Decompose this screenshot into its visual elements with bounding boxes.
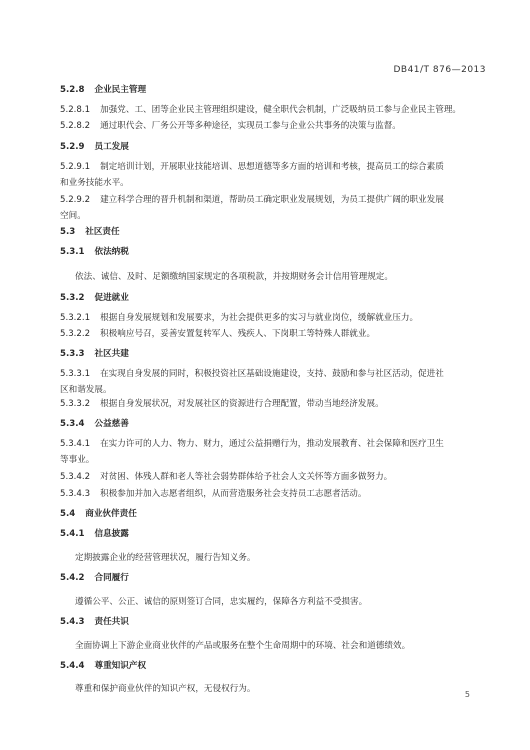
subsection-heading: 5.3.3 社区共建 [60, 349, 129, 359]
clause: 5.3.4.1 在实力许可的人力、物力、财力，通过公益捐赠行为，推动发展教育、社会保障和医疗卫生 [60, 439, 444, 449]
clause: 5.2.9.2 建立科学合理的晋升机制和渠道，帮助员工确定职业发展规划，为员工提供广阔的职业发展 [60, 195, 444, 205]
subsection-heading: 5.3.1 依法纳税 [60, 247, 129, 257]
clause: 5.3.3.1 在实现自身发展的同时，积极投资社区基础设施建设，支持、鼓励和参与社区活动，促进社 [60, 369, 444, 379]
clause: 5.3.4.3 积极参加并加入志愿者组织，从而营造服务社会支持员工志愿者活动。 [60, 489, 367, 499]
section-heading: 5.4 商业伙伴责任 [60, 509, 137, 519]
subsection-heading: 5.4.2 合同履行 [60, 573, 129, 583]
clause: 5.2.8.1 加强党、工、团等企业民主管理组织建设，健全职代会机制，广泛吸纳员工参与企业民主管理。 [60, 105, 462, 115]
clause-continuation: 空间。 [60, 211, 86, 221]
paragraph: 遵循公平、公正、诚信的原则签订合同，忠实履约，保障各方利益不受损害。 [75, 597, 368, 607]
clause: 5.3.2.2 积极响应号召，妥善安置复转军人、残疾人、下岗职工等特殊人群就业。 [60, 329, 376, 339]
clause: 5.3.4.2 对贫困、体残人群和老人等社会弱势群体给予社会人文关怀等方面多做努力。 [60, 472, 393, 482]
document-code: DB41/T 876—2013 [393, 65, 486, 75]
section-heading: 5.2.9 员工发展 [60, 142, 129, 152]
clause: 5.2.8.2 通过职代会、厂务公开等多种途径，实现员工参与企业公共事务的决策与监督。 [60, 121, 401, 131]
clause-continuation: 等事业。 [60, 455, 95, 465]
subsection-heading: 5.4.1 信息披露 [60, 529, 129, 539]
section-heading: 5.3 社区责任 [60, 227, 120, 237]
clause: 5.3.3.2 根据自身发展状况，对发展社区的资源进行合理配置，带动当地经济发展。 [60, 399, 384, 409]
paragraph: 依法、诚信、及时、足额缴纳国家规定的各项税款，并按期财务会计信用管理规定。 [75, 272, 393, 282]
clause-continuation: 和业务技能水平。 [60, 178, 129, 188]
clause: 5.2.9.1 制定培训计划，开展职业技能培训、思想道德等多方面的培训和考核，提高员工的综合素质 [60, 162, 444, 172]
paragraph: 尊重和保护商业伙伴的知识产权，无侵权行为。 [75, 684, 256, 694]
subsection-heading: 5.4.4 尊重知识产权 [60, 661, 147, 671]
subsection-heading: 5.3.4 公益慈善 [60, 419, 129, 429]
clause: 5.3.2.1 根据自身发展规划和发展要求，为社会提供更多的实习与就业岗位，缓解就业压力。 [60, 313, 419, 323]
page-number: 5 [464, 690, 470, 699]
paragraph: 全面协调上下游企业商业伙伴的产品或服务在整个生命周期中的环境、社会和道德绩效。 [75, 641, 411, 651]
section-heading: 5.2.8 企业民主管理 [60, 85, 147, 95]
subsection-heading: 5.3.2 促进就业 [60, 293, 129, 303]
subsection-heading: 5.4.3 责任共识 [60, 617, 129, 627]
paragraph: 定期披露企业的经营管理状况，履行告知义务。 [75, 553, 256, 563]
clause-continuation: 区和谐发展。 [60, 385, 112, 395]
